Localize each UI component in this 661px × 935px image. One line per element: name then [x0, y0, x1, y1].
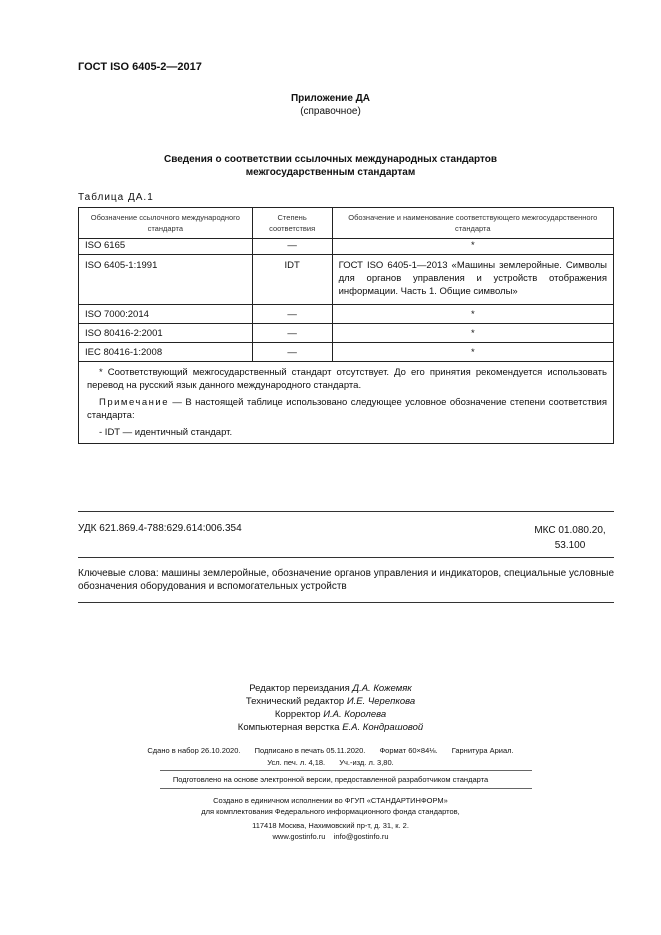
credit-role: Технический редактор — [245, 696, 345, 707]
table-note — [87, 396, 607, 422]
credit-role: Компьютерная верстка — [237, 722, 340, 733]
credit-layout — [0, 721, 661, 734]
table-row — [79, 239, 614, 255]
cell-national: * — [332, 343, 613, 362]
credit-role: Корректор — [274, 709, 321, 720]
table-row — [79, 324, 614, 343]
section-title-line1: Сведения о соответствии ссылочных международных стандартов — [163, 154, 498, 165]
cell-ref: ISO 6405-1:1991 — [79, 255, 253, 305]
document-header: ГОСТ ISO 6405-2—2017 — [78, 61, 202, 73]
prepared-note: Подготовлено на основе электронной версии, предоставленной разработчиком стандарта — [172, 775, 489, 784]
cell-ref: ISO 80416-2:2001 — [79, 324, 253, 343]
credit-editor — [0, 682, 661, 695]
table-row — [79, 343, 614, 362]
correspondence-table — [78, 207, 614, 444]
table-header-row — [79, 208, 614, 239]
publisher-line1: Создано в единичном исполнении во ФГУП «СТАНДАРТИНФОРМ» — [213, 796, 448, 805]
cell-national: * — [332, 239, 613, 255]
cell-ref: ISO 6165 — [79, 239, 253, 255]
imprint — [0, 745, 661, 769]
cell-ref: ISO 7000:2014 — [79, 305, 253, 324]
divider-line — [78, 602, 614, 603]
appendix-subtitle: (справочное) — [300, 106, 361, 117]
table-note-row — [79, 362, 614, 444]
publisher-address — [0, 820, 661, 842]
imprint-format: Формат 60×84⅛. — [379, 746, 438, 755]
cell-national: * — [332, 324, 613, 343]
cell-degree: — — [252, 305, 332, 324]
header-degree: Степень соответствия — [252, 208, 332, 239]
section-title — [0, 153, 661, 179]
cell-ref: IEC 80416-1:2008 — [79, 343, 253, 362]
header-ref-standard: Обозначение ссылочного международного стандарта — [79, 208, 253, 239]
imprint-font: Гарнитура Ариал. — [451, 746, 514, 755]
address-line1: 117418 Москва, Нахимовский пр-т, д. 31, к. 2. — [252, 821, 409, 830]
divider-line — [160, 788, 532, 789]
credit-name: Е.А. Кондрашовой — [342, 722, 424, 733]
credit-name: Д.А. Кожемяк — [352, 683, 412, 694]
cell-national: ГОСТ ISO 6405-1—2013 «Машины землеройные. Символы для органов управления и устройств отображения информации. Часть 1. Общие символы» — [332, 255, 613, 305]
cell-degree: IDT — [252, 255, 332, 305]
cell-degree: — — [252, 239, 332, 255]
note-text: — В настоящей таблице использовано следующее условное обозначение степени соответствия стандарта: — [87, 397, 607, 421]
imprint-print-date: Подписано в печать 05.11.2020. — [254, 746, 366, 755]
cell-degree: — — [252, 324, 332, 343]
publisher-info — [0, 795, 661, 817]
section-title-line2: межгосударственным стандартам — [245, 167, 416, 178]
note-label: Примечание — [99, 397, 169, 408]
mks-code — [520, 523, 620, 553]
table-notes — [79, 362, 614, 444]
imprint-line2 — [0, 757, 661, 769]
imprint-line1 — [0, 745, 661, 757]
table-caption: Таблица ДА.1 — [78, 192, 154, 203]
appendix-title: Приложение ДА — [290, 93, 371, 104]
table-note-item: - IDT — идентичный стандарт. — [99, 427, 233, 438]
imprint-print-sheets: Усл. печ. л. 4,18. — [267, 758, 326, 767]
keywords: Ключевые слова: машины землеройные, обозначение органов управления и индикаторов, специальные условные обозначения оборудования и вспомогательных устройств — [78, 568, 614, 592]
credit-name: И.Е. Черепкова — [346, 696, 416, 707]
imprint-typeset-date: Сдано в набор 26.10.2020. — [147, 746, 241, 755]
publisher-line2: для комплектования Федерального информационного фонда стандартов, — [201, 807, 460, 816]
credit-tech-editor — [0, 695, 661, 708]
mks-line1: МКС 01.080.20, — [534, 525, 606, 536]
divider-line — [78, 511, 614, 512]
table-footnote: * Соответствующий межгосударственный стандарт отсутствует. До его принятия рекомендуется использовать перевод на русский язык данного международного стандарта. — [87, 367, 607, 391]
cell-national: * — [332, 305, 613, 324]
table-row — [79, 305, 614, 324]
divider-line — [160, 770, 532, 771]
table-row — [79, 255, 614, 305]
credit-role: Редактор переиздания — [249, 683, 350, 694]
mks-line2: 53.100 — [554, 540, 586, 551]
udc-code: УДК 621.869.4-788:629.614:006.354 — [78, 523, 242, 534]
credits — [0, 682, 661, 734]
header-national-standard: Обозначение и наименование соответствующего межгосударственного стандарта — [332, 208, 613, 239]
credit-name: И.А. Королева — [323, 709, 387, 720]
imprint-pub-sheets: Уч.-изд. л. 3,80. — [339, 758, 394, 767]
credit-proofreader — [0, 708, 661, 721]
divider-line — [78, 557, 614, 558]
cell-degree: — — [252, 343, 332, 362]
address-line2: www.gostinfo.ru info@gostinfo.ru — [272, 832, 389, 841]
